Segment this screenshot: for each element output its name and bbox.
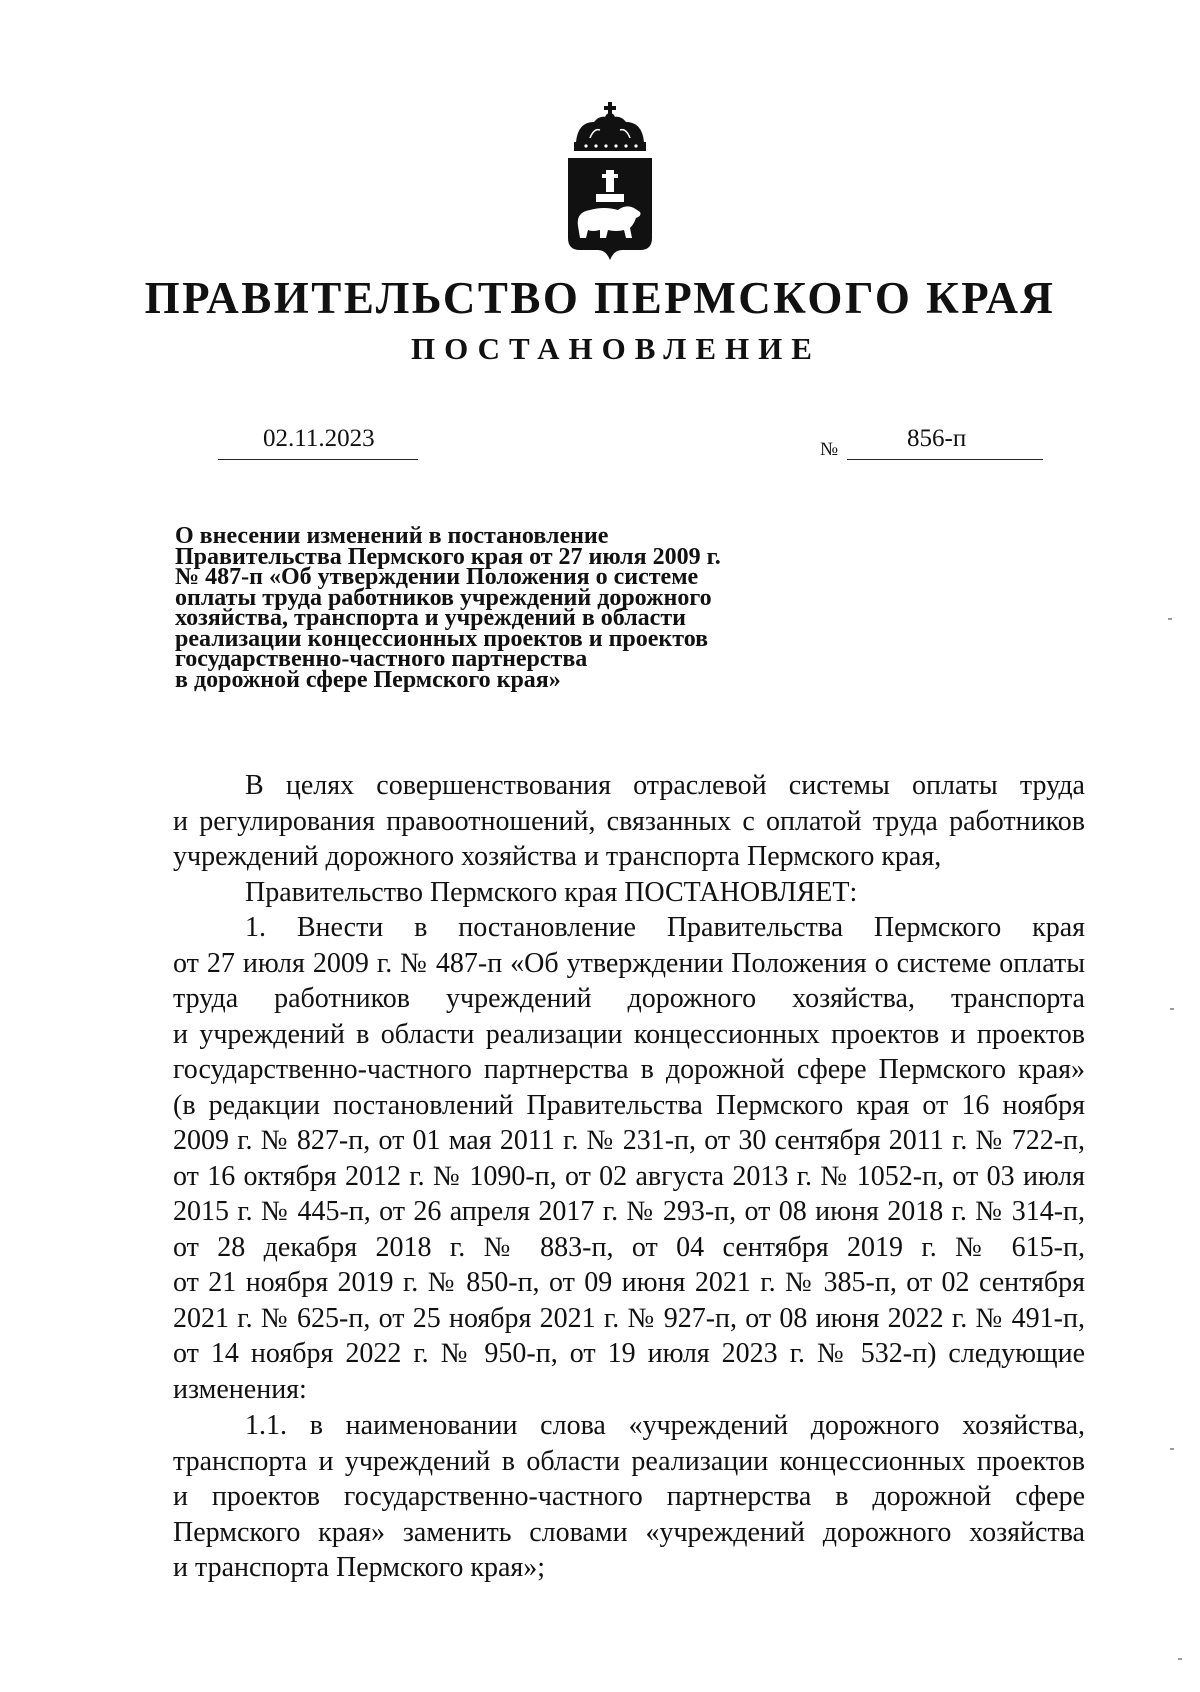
subject-line: О внесении изменений в постановление <box>175 523 609 549</box>
coat-of-arms-emblem <box>560 100 660 260</box>
body-line: и проектов государственно-частного партнерства в дорожной сфере <box>173 1481 1085 1512</box>
document-number: 856-п <box>907 425 967 452</box>
body-line: 1.1. в наименовании слова «учреждений дорожного хозяйства, <box>245 1410 1085 1441</box>
body-line: 2009 г. № 827-п, от 01 мая 2011 г. № 231-п, от 30 сентября 2011 г. № 722-п, <box>173 1125 1085 1156</box>
subject-line: государственно-частного партнерства <box>175 646 588 672</box>
body-line: от 27 июля 2009 г. № 487-п «Об утверждении Положения о системе оплаты <box>173 947 1085 979</box>
body-line: Правительство Пермского края ПОСТАНОВЛЯЕТ: <box>245 876 858 908</box>
document-body <box>173 768 1085 1586</box>
body-line: В целях совершенствования отраслевой системы оплаты труда <box>245 770 1085 801</box>
subject-line: оплаты труда работников учреждений дорожного <box>175 584 712 611</box>
document-type: ПОСТАНОВЛЕНИЕ <box>411 331 821 366</box>
body-line: государственно-частного партнерства в дорожной сфере Пермского края» <box>173 1054 1085 1085</box>
body-line: учреждений дорожного хозяйства и транспорта Пермского края, <box>173 841 942 872</box>
body-line: 1. Внести в постановление Правительства Пермского края <box>245 912 1085 943</box>
document-subject <box>175 523 825 693</box>
body-line: от 21 ноября 2019 г. № 850-п, от 09 июня 2021 г. № 385-п, от 02 сентября <box>173 1267 1085 1298</box>
body-line: и учреждений в области реализации концессионных проектов и проектов <box>173 1018 1085 1050</box>
body-line: от 28 декабря 2018 г. № 883-п, от 04 сентября 2019 г. № 615-п, <box>173 1231 1085 1263</box>
scan-speck <box>1170 1008 1174 1010</box>
number-field <box>847 425 1043 460</box>
body-line: труда работников учреждений дорожного хозяйства, транспорта <box>173 983 1085 1014</box>
preamble-paragraph <box>173 768 1085 875</box>
body-line: изменения: <box>173 1373 307 1405</box>
scan-speck <box>1170 1448 1174 1450</box>
body-line: 2015 г. № 445-п, от 26 апреля 2017 г. № 293-п, от 08 июня 2018 г. № 314-п, <box>173 1196 1085 1227</box>
crown-icon <box>574 102 646 151</box>
body-line: от 14 ноября 2022 г. № 950-п, от 19 июля 2023 г. № 532-п) следующие <box>173 1338 1085 1369</box>
number-label: № <box>820 439 839 460</box>
subject-line: реализации концессионных проектов и проектов <box>175 625 709 652</box>
item-1-1-paragraph <box>173 1408 1085 1586</box>
resolves-paragraph <box>173 875 1085 911</box>
document-date: 02.11.2023 <box>263 425 375 452</box>
body-line: и регулирования правоотношений, связанных с оплатой труда работников <box>173 805 1085 837</box>
scan-speck <box>1178 1658 1182 1660</box>
subject-line: в дорожной сфере Пермского края» <box>175 666 561 693</box>
item-1-paragraph <box>173 910 1085 1407</box>
subject-line: хозяйства, транспорта и учреждений в области <box>175 605 686 631</box>
body-line: Пермского края» заменить словами «учреждений дорожного хозяйства <box>173 1516 1085 1548</box>
government-title: ПРАВИТЕЛЬСТВО ПЕРМСКОГО КРАЯ <box>144 273 1056 323</box>
body-line: (в редакции постановлений Правительства Пермского края от 16 ноября <box>173 1089 1085 1121</box>
body-line: и транспорта Пермского края»; <box>173 1552 546 1583</box>
scan-speck <box>1168 618 1172 620</box>
subject-line: Правительства Пермского края от 27 июля 2009 г. <box>175 543 721 570</box>
subject-line: № 487-п «Об утверждении Положения о системе <box>175 564 699 590</box>
date-field <box>218 425 418 460</box>
body-line: транспорта и учреждений в области реализации концессионных проектов <box>173 1445 1085 1477</box>
body-line: 2021 г. № 625-п, от 25 ноября 2021 г. № 927-п, от 08 июня 2022 г. № 491-п, <box>173 1302 1085 1334</box>
body-line: от 16 октября 2012 г. № 1090-п, от 02 августа 2013 г. № 1052-п, от 03 июля <box>173 1160 1085 1192</box>
